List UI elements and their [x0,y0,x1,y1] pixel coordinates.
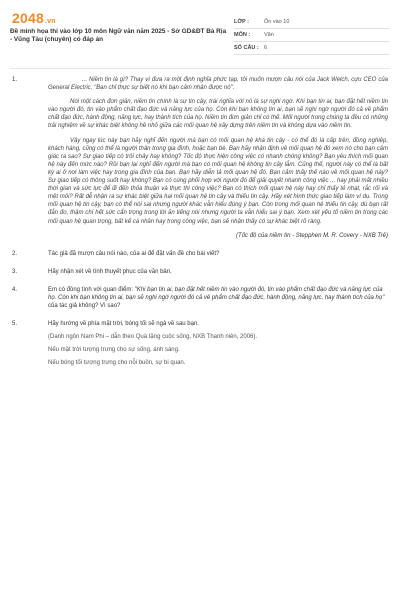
meta-label: SỐ CÂU : [234,45,259,51]
question-number: 3. [12,268,18,275]
question-number: 4. [12,286,18,293]
meta-value: Ôn vào 10 [264,19,290,25]
question-subline: Nếu mặt trời tượng trưng cho sự sống, ánh sáng. [48,347,180,354]
reading-passage [48,76,388,240]
header [10,10,390,58]
meta-panel [234,16,390,55]
question-2 [12,250,388,258]
passage-source: (Tốc độ của niềm tin - Stepphen M. R. Covery - NXB Trẻ) [236,232,388,239]
question-subline: (Danh ngôn Nam Phi – dẫn theo Quà tặng cuộc sống, NXB Thanh niên, 2006). [48,334,258,341]
questions-list [12,76,388,383]
question-subline: Nếu bóng tối tượng trưng cho nỗi buồn, sự bi quan. [48,360,186,367]
question-number: 1. [12,77,18,83]
passage-paragraph: Nói một cách đơn giản, niềm tin chính là sự tin cậy, trái nghĩa với nó là sự nghi ngờ. Khi bạn tin ai, bạn đặt hết niềm tin vào người đó, tin vào phẩm chất đạo đức và năng lực của họ. Còn khi bạn không tin ai, bạn sẽ nghi ngờ người đó cả về phẩm chất đạo đức, hành động, năng lực, hay thành tích của họ. Niềm tin đơn giản chỉ có thế. Mối người trong chúng ta đều có những trải nghiệm về sự khác biệt không hề nhỏ giữa các mối quan hệ xây dựng trên niềm tin và không dựa vào niềm tin. [48,99,389,130]
divider [10,68,390,69]
question-text [48,286,388,310]
question-quote: "Khi bạn tin ai, bạn đặt hết niềm tin vào người đó, tin vào phẩm chất đạo đức và năng lực của họ. Còn khi bạn không tin ai, bạn sẽ nghi ngờ người đó cả về phẩm chất đạo đức, hành động, năng lực, hay thành tích của họ" [48,286,385,301]
question-text: Hãy hướng về phía mặt trời, bóng tối sẽ ngả về sau bạn. [48,321,199,328]
question-text-after: của tác giả không? Vì sao? [48,303,121,310]
meta-row-count [234,42,390,55]
question-number: 2. [12,250,18,257]
meta-value: Văn [264,32,274,38]
meta-label: MÔN : [234,32,251,38]
question-text: Hãy nhận xét về tính thuyết phục của văn bản. [48,268,172,275]
meta-value: 6 [264,45,268,51]
question-body [48,320,388,372]
question-text: Tác giả đã mượn câu nói nào, của ai để đặt vấn đề cho bài viết? [48,250,220,257]
question-number: 5. [12,321,18,328]
question-5 [12,320,388,372]
question-1 [12,76,388,240]
question-3 [12,268,388,276]
meta-label: LỚP : [234,19,249,25]
logo-text: 2048 [12,10,44,26]
logo-suffix: .vn [44,18,56,25]
meta-row-subject [234,29,390,42]
page-title: Đề minh họa thi vào lớp 10 môn Ngữ văn năm 2025 - Sở GD&ĐT Bà Rịa - Vũng Tàu (chuyên) có đáp án [10,28,227,44]
question-4 [12,286,388,310]
question-text-before: Em có đồng tình với quan điểm: [48,286,135,293]
passage-paragraph: ... Niềm tin là gì? Thay vì đưa ra một định nghĩa phức tạp, tôi muốn mượn câu nói của Jack Welch, cựu CEO của General Electric, "Bạn chỉ thực sự biết nó khi bạn cảm nhận được nó". [48,77,388,92]
meta-row-class [234,16,390,29]
site-logo[interactable] [12,10,56,26]
passage-paragraph: Vậy ngay lúc này bạn hãy nghĩ đến người mà bạn có mối quan hệ khá tin cậy - có thể đó là cấp trên, đồng nghiệp, khách hàng, cũng có thể là người thân trong gia đình, hoặc bạn bè. Bạn hãy nhận định về mối quan hệ đó xem nó cho bạn cảm giác ra sao? Sự giao tiếp có trôi chảy hay không? Tốc độ thực hiện công việc có nhanh chóng không? Bạn yêu thích mối quan hệ này đến mức nào? Rồi bạn lại nghĩ đến người mà bạn có mối quan hệ không tin cậy lắm. Cũng thế, người này có thể là bất kỳ ai ở nơi làm việc hay trong gia đình của bạn. Bạn hãy diễn tả mối quan hệ đó. Bạn cảm thấy thế nào về mối quan hệ này? Sự giao tiếp có thông suốt hay không? Bạn có cùng phối hợp với người đó để giải quyết nhanh công việc ... hay phải mất nhiều thời gian và sức lực để đi đến thỏa thuận và thực thi công việc? Bạn có thích mối quan hệ này hay chỉ thấy tẻ nhạt, rắc rối và mệt mỏi? Rất dễ nhận ra sự khác biệt giữa hai mối quan hệ tin cậy và thiếu tin cậy. Hãy xét hình thức giao tiếp làm ví dụ. Trong mối quan hệ tin cậy, bạn có thể nói sai nhưng người khác vẫn hiểu đúng ý bạn. Còn trong mối quan hệ thiếu tin cậy, dù bạn rất đắn đo, thậm chí hết sức cẩn trọng trong lời ăn tiếng nói nhưng người ta vẫn hiểu sai ý bạn. Xem xét yếu tố niềm tin trong các mối quan hệ quan trọng, bất kể cá nhân hay trong công việc, bạn sẽ nhận thấy có sự khác biệt rõ ràng. [48,137,388,225]
